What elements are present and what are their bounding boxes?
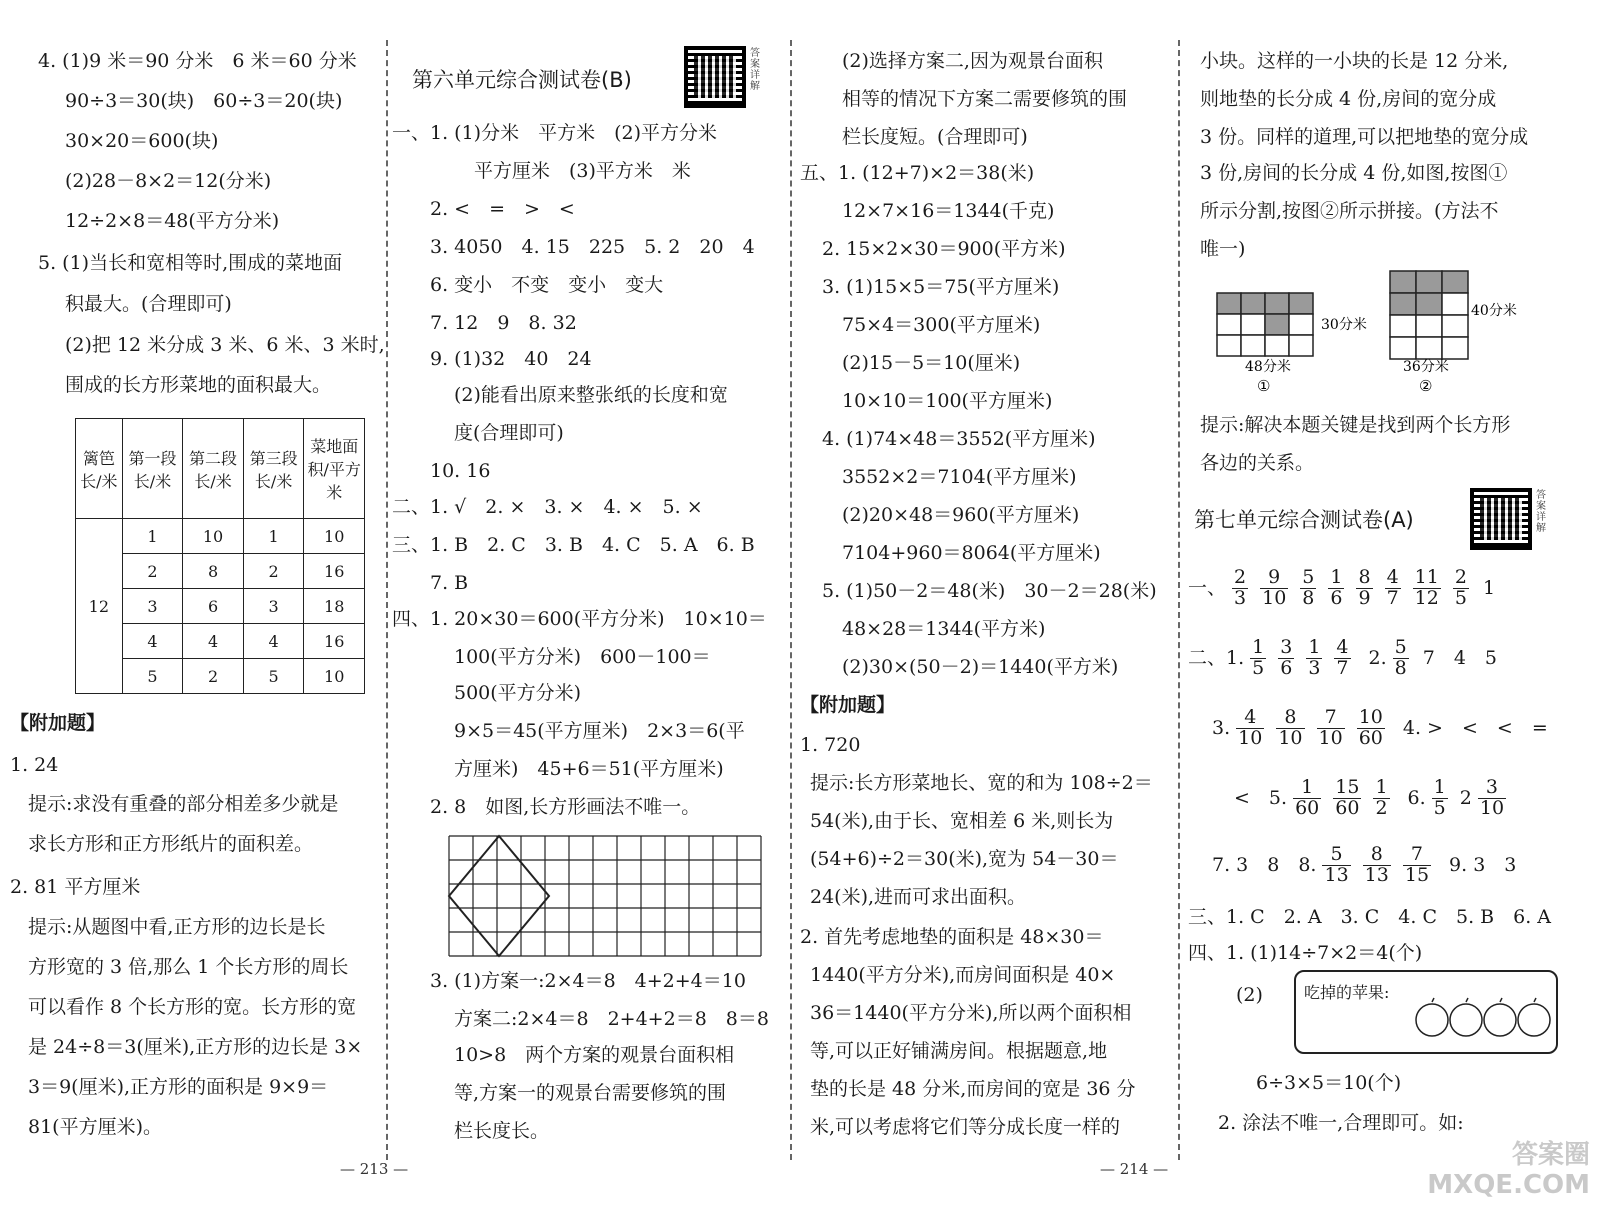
table-cell: 2 <box>183 659 244 694</box>
text-line: 10. 16 <box>430 460 491 482</box>
text-line: (2) <box>1236 984 1263 1006</box>
table-cell: 10 <box>183 519 244 554</box>
text-line: 平方厘米 (3)平方米 米 <box>474 160 691 182</box>
row-mid: 2 <box>1459 786 1472 809</box>
row-tail: 4. > < < = <box>1402 716 1548 739</box>
row-tail: 9. 3 3 <box>1449 853 1517 876</box>
fraction: $\frac{8}{13}$ <box>1364 843 1389 886</box>
table-cell: 12 <box>76 519 123 694</box>
text-line: 30×20＝600(块) <box>65 130 219 152</box>
table-header: 第三段长/米 <box>243 419 304 519</box>
text-line: 则地垫的长分成 4 份,房间的宽分成 <box>1200 88 1497 110</box>
text-line: 4. (1)74×48＝3552(平方厘米) <box>822 428 1096 450</box>
text-line: (2)15－5＝10(厘米) <box>842 352 1021 374</box>
fig1-bottom-label: 48分米 <box>1245 359 1291 375</box>
table-cell: 2 <box>122 554 183 589</box>
watermark-text: 答案圈 MXQE.COM <box>1427 1140 1590 1200</box>
apples-icon <box>1414 996 1554 1040</box>
text-line: 四、1. 20×30＝600(平方分米) 10×10＝ <box>392 608 767 630</box>
row-lead: 3. <box>1212 716 1231 739</box>
text-line: 100(平方分米) 600－100＝ <box>454 646 711 668</box>
table-cell: 10 <box>304 519 365 554</box>
text-line: 2. 8 如图,长方形画法不唯一。 <box>430 796 701 818</box>
text-line: (2)30×(50－2)＝1440(平方米) <box>842 656 1119 678</box>
figure-1 <box>1217 293 1313 356</box>
text-line: 90÷3＝30(块) 60÷3＝20(块) <box>65 90 343 112</box>
text-line: 1440(平方分米),而房间面积是 40× <box>810 964 1116 986</box>
text-line: 围成的长方形菜地的面积最大。 <box>65 374 332 396</box>
text-line: 7. 12 9 8. 32 <box>430 312 577 334</box>
fraction: $\frac{4}{7}$ <box>1386 566 1399 609</box>
text-line: 10>8 两个方案的观景台面积相 <box>454 1044 735 1066</box>
column-divider <box>790 40 792 1160</box>
qr-caption: 答案详解 <box>1536 490 1546 534</box>
answer-row-5 <box>1212 845 1516 886</box>
text-line: 一、1. (1)分米 平方米 (2)平方分米 <box>392 122 717 144</box>
apple-stem <box>1534 998 1536 1002</box>
text-line: 米,可以考虑将它们等分成长度一样的 <box>810 1116 1121 1138</box>
fig2-side-label: 40分米 <box>1471 303 1517 319</box>
text-line: 500(平方分米) <box>454 682 582 704</box>
fraction-group <box>1316 843 1437 886</box>
column-divider <box>386 40 388 1160</box>
table-header: 第二段长/米 <box>183 419 244 519</box>
text-line: 垫的长是 48 分米,而房间的宽是 36 分 <box>810 1078 1136 1100</box>
table-cell: 4 <box>122 624 183 659</box>
text-line: 3 份,房间的长分成 4 份,如图,按图① <box>1200 162 1508 184</box>
text-line: 积最大。(合理即可) <box>65 293 232 315</box>
page-number-right: — 214 — <box>1100 1160 1169 1178</box>
text-line: 提示:求没有重叠的部分相差多少就是 <box>28 793 339 815</box>
section-title: 第七单元综合测试卷(A) <box>1194 508 1414 532</box>
table-cell: 1 <box>122 519 183 554</box>
fraction: $\frac{2}{5}$ <box>1454 566 1467 609</box>
text-line: 3. (1)15×5＝75(平方厘米) <box>822 276 1060 298</box>
text-line: 等,可以正好铺满房间。根据题意,地 <box>810 1040 1108 1062</box>
row-tail: 1 <box>1482 576 1496 599</box>
text-line: 5. (1)当长和宽相等时,围成的菜地面 <box>38 252 343 274</box>
fraction: $\frac{7}{10}$ <box>1318 706 1343 749</box>
table-header: 菜地面积/平方米 <box>304 419 365 519</box>
text-line: 三、1. C 2. A 3. C 4. C 5. B 6. A <box>1188 906 1552 928</box>
text-line: (2)20×48＝960(平方厘米) <box>842 504 1080 526</box>
apple-stem <box>1432 998 1434 1002</box>
fraction: $\frac{4}{7}$ <box>1336 636 1349 679</box>
fraction-group <box>1387 636 1415 679</box>
text-line: 三、1. B 2. C 3. B 4. C 5. A 6. B <box>392 534 755 556</box>
table-cell: 5 <box>122 659 183 694</box>
text-line: 7104+960＝8064(平方厘米) <box>842 542 1101 564</box>
table-cell: 5 <box>243 659 304 694</box>
table-cell: 3 <box>122 589 183 624</box>
text-line: 栏长度长。 <box>454 1120 550 1142</box>
hint-text: 提示:解决本题关键是找到两个长方形 <box>1200 414 1511 436</box>
row-mid: 6. <box>1407 786 1426 809</box>
text-line: 24(米),进而可求出面积。 <box>810 886 1027 908</box>
fraction: $\frac{3}{10}$ <box>1479 776 1505 819</box>
table-cell: 10 <box>304 659 365 694</box>
text-line: 1. 720 <box>800 734 861 756</box>
text-line: 等,方案一的观景台需要修筑的围 <box>454 1082 727 1104</box>
fraction: $\frac{9}{10}$ <box>1262 566 1287 609</box>
fig2-number: ② <box>1419 377 1433 395</box>
text-line: 9. (1)32 40 24 <box>430 348 592 370</box>
text-line: 2. 涂法不唯一,合理即可。如: <box>1218 1112 1464 1134</box>
row-lead: 一、 <box>1188 576 1227 599</box>
text-line: 2. 81 平方厘米 <box>10 876 141 898</box>
fraction-group <box>1244 636 1356 679</box>
text-line: 6. 变小 不变 变小 变大 <box>430 274 664 296</box>
text-line: 6÷3×5＝10(个) <box>1256 1072 1402 1094</box>
qr-code-icon <box>1470 488 1532 550</box>
text-line: 方形宽的 3 倍,那么 1 个长方形的周长 <box>28 956 349 978</box>
column-divider <box>1178 40 1180 1160</box>
text-line: 54(米),由于长、宽相差 6 米,则长为 <box>810 810 1114 832</box>
row-lead: < 5. <box>1234 786 1288 809</box>
text-line: (2)把 12 米分成 3 米、6 米、3 米时, <box>65 334 385 356</box>
fraction-group <box>1287 776 1395 819</box>
apple-stem <box>1466 998 1468 1002</box>
table-cell: 1 <box>243 519 304 554</box>
table-cell: 18 <box>304 589 365 624</box>
apple-icon <box>1484 1004 1516 1036</box>
fraction: $\frac{1}{5}$ <box>1433 776 1446 819</box>
text-line: 唯一) <box>1200 238 1246 260</box>
text-line: 3. 4050 4. 15 225 5. 2 20 4 <box>430 236 755 258</box>
text-line: 方厘米) 45+6＝51(平方厘米) <box>454 758 724 780</box>
fraction: $\frac{1}{6}$ <box>1330 566 1343 609</box>
table-cell: 4 <box>243 624 304 659</box>
text-line: 75×4＝300(平方厘米) <box>842 314 1041 336</box>
fraction: $\frac{10}{60}$ <box>1358 706 1383 749</box>
text-line: 2. < = > < <box>430 198 575 220</box>
apple-box-label: 吃掉的苹果: <box>1304 983 1390 1002</box>
text-line: 2. 首先考虑地垫的面积是 48×30＝ <box>800 926 1104 948</box>
text-line: (2)能看出原来整张纸的长度和宽 <box>454 384 728 406</box>
table-header: 第一段长/米 <box>122 419 183 519</box>
text-line: 9×5＝45(平方厘米) 2×3＝6(平 <box>454 720 745 742</box>
fraction: $\frac{5}{8}$ <box>1394 636 1407 679</box>
diamond-shape <box>449 836 549 956</box>
table-cell: 4 <box>183 624 244 659</box>
figure-2 <box>1390 271 1468 359</box>
row-lead: 7. 3 8 8. <box>1212 853 1317 876</box>
fig1-number: ① <box>1257 377 1271 395</box>
fence-table <box>75 418 365 694</box>
answer-row-4 <box>1234 778 1512 819</box>
text-line: 3 份。同样的道理,可以把地垫的宽分成 <box>1200 126 1529 148</box>
fraction-group <box>1226 566 1475 609</box>
apple-icon <box>1518 1004 1550 1036</box>
fraction: $\frac{1}{2}$ <box>1375 776 1388 819</box>
fraction: $\frac{1}{5}$ <box>1252 636 1265 679</box>
text-line: 81(平方厘米)。 <box>28 1116 163 1138</box>
fraction: $\frac{1}{3}$ <box>1308 636 1321 679</box>
fig1-side-label: 30分米 <box>1321 317 1367 333</box>
grid-diagram <box>445 832 765 960</box>
fraction: $\frac{8}{9}$ <box>1358 566 1371 609</box>
text-line: 栏长度短。(合理即可) <box>842 126 1028 148</box>
fraction: $\frac{15}{60}$ <box>1335 776 1360 819</box>
fraction-group <box>1230 706 1391 749</box>
fraction-group <box>1426 776 1454 819</box>
watermark-logo <box>1380 1140 1590 1210</box>
text-line: 相等的情况下方案二需要修筑的围 <box>842 88 1128 110</box>
apple-icon <box>1450 1004 1482 1036</box>
fraction: $\frac{8}{10}$ <box>1278 706 1303 749</box>
answer-row-2 <box>1188 638 1497 679</box>
text-line: 3＝9(厘米),正方形的面积是 9×9＝ <box>28 1076 329 1098</box>
text-line: (54+6)÷2＝30(米),宽为 54－30＝ <box>810 848 1119 870</box>
mat-diagram <box>1215 265 1545 400</box>
text-line: 48×28＝1344(平方米) <box>842 618 1046 640</box>
text-line: 10×10＝100(平方厘米) <box>842 390 1053 412</box>
text-line: 7. B <box>430 572 469 594</box>
qr-caption: 答案详解 <box>750 48 760 92</box>
text-line: 四、1. (1)14÷7×2＝4(个) <box>1188 942 1423 964</box>
fraction: $\frac{5}{8}$ <box>1302 566 1315 609</box>
table-cell: 16 <box>304 624 365 659</box>
text-line: 度(合理即可) <box>454 422 564 444</box>
table-cell: 16 <box>304 554 365 589</box>
text-line: 3. (1)方案一:2×4＝8 4+2+4＝10 <box>430 970 746 992</box>
fraction: $\frac{11}{12}$ <box>1414 566 1439 609</box>
text-line: 1. 24 <box>10 754 59 776</box>
row-mid: 2. <box>1368 646 1387 669</box>
fraction: $\frac{7}{15}$ <box>1404 843 1430 886</box>
fraction-group <box>1472 776 1512 819</box>
section-heading: 【附加题】 <box>800 694 896 716</box>
fraction: $\frac{5}{13}$ <box>1324 843 1349 886</box>
table-cell: 6 <box>183 589 244 624</box>
fraction: $\frac{1}{60}$ <box>1295 776 1320 819</box>
answer-row-3 <box>1212 708 1548 749</box>
text-line: 所示分割,按图②所示拼接。(方法不 <box>1200 200 1499 222</box>
row-tail: 7 4 5 <box>1422 646 1498 669</box>
text-line: 二、1. √ 2. × 3. × 4. × 5. × <box>392 496 703 518</box>
text-line: 36＝1440(平方分米),所以两个面积相 <box>810 1002 1132 1024</box>
table-cell: 2 <box>243 554 304 589</box>
text-line: 提示:从题图中看,正方形的边长是长 <box>28 916 326 938</box>
text-line: 小块。这样的一小块的长是 12 分米, <box>1200 50 1509 72</box>
text-line: 方案二:2×4＝8 2+4+2＝8 8＝8 <box>454 1008 769 1030</box>
table-cell: 8 <box>183 554 244 589</box>
section-heading: 【附加题】 <box>10 712 106 734</box>
text-line: 2. 15×2×30＝900(平方米) <box>822 238 1066 260</box>
text-line: 4. (1)9 米＝90 分米 6 米＝60 分米 <box>38 50 357 72</box>
text-line: 提示:长方形菜地长、宽的和为 108÷2＝ <box>810 772 1153 794</box>
text-line: (2)28－8×2＝12(分米) <box>65 170 272 192</box>
fig2-bottom-label: 36分米 <box>1403 359 1449 375</box>
fraction: $\frac{2}{3}$ <box>1234 566 1247 609</box>
text-line: 是 24÷8＝3(厘米),正方形的边长是 3× <box>28 1036 363 1058</box>
answer-row-1 <box>1188 568 1495 609</box>
table-header: 篱笆长/米 <box>76 419 123 519</box>
fraction: $\frac{3}{6}$ <box>1280 636 1293 679</box>
text-line: 五、1. (12+7)×2＝38(米) <box>800 162 1035 184</box>
text-line: (2)选择方案二,因为观景台面积 <box>842 50 1103 72</box>
section-title: 第六单元综合测试卷(B) <box>412 68 632 92</box>
text-line: 求长方形和正方形纸片的面积差。 <box>28 833 314 855</box>
qr-code-icon <box>684 46 746 108</box>
page-number-left: — 213 — <box>340 1160 409 1178</box>
table-cell: 3 <box>243 589 304 624</box>
text-line: 可以看作 8 个长方形的宽。长方形的宽 <box>28 996 357 1018</box>
text-line: 12÷2×8＝48(平方分米) <box>65 210 280 232</box>
text-line: 12×7×16＝1344(千克) <box>842 200 1055 222</box>
apple-box <box>1294 970 1558 1054</box>
fraction: $\frac{4}{10}$ <box>1238 706 1263 749</box>
apple-stem <box>1500 998 1502 1002</box>
apple-icon <box>1416 1004 1448 1036</box>
text-line: 5. (1)50－2＝48(米) 30－2＝28(米) <box>822 580 1157 602</box>
hint-text: 各边的关系。 <box>1200 452 1315 474</box>
row-lead: 二、1. <box>1188 646 1245 669</box>
text-line: 3552×2＝7104(平方厘米) <box>842 466 1077 488</box>
